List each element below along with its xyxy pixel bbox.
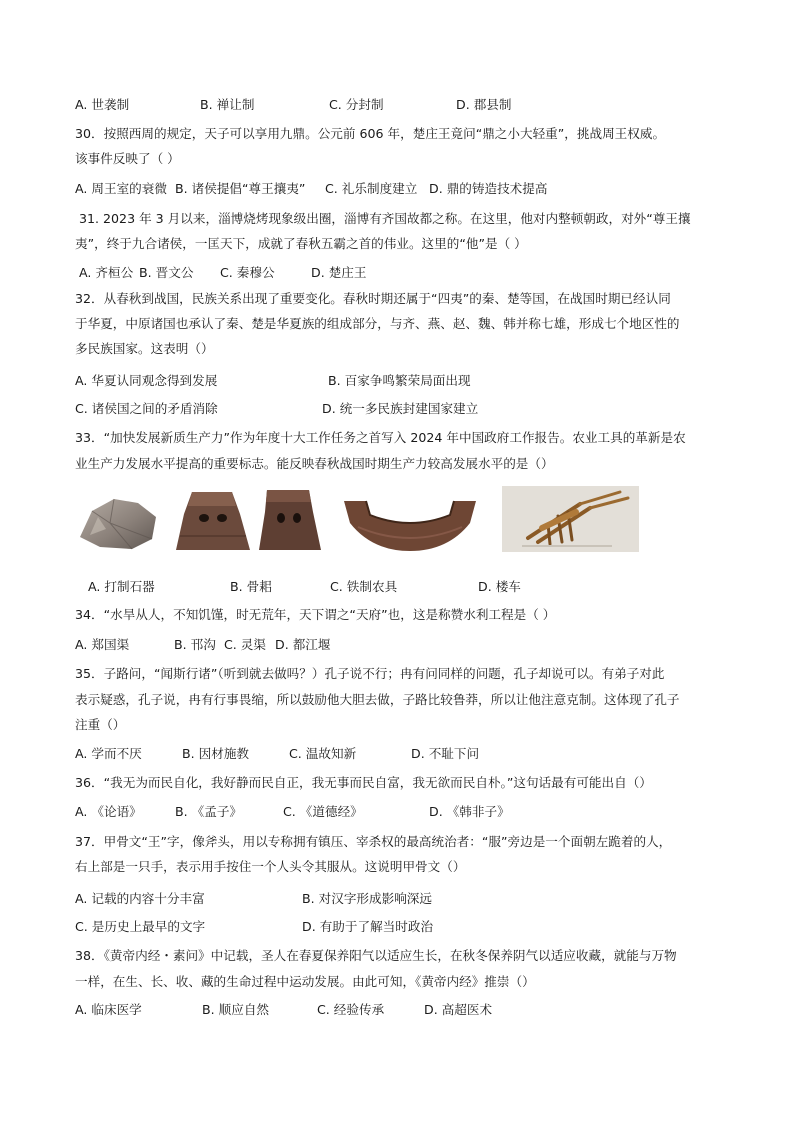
- q30-stem-line2: 该事件反映了（ ）: [75, 151, 180, 166]
- q32-option-d[interactable]: D. 统一多民族封建国家建立: [322, 401, 479, 416]
- q38-option-a[interactable]: A. 临床医学: [75, 1002, 142, 1017]
- q33-options: [88, 578, 748, 596]
- q37-stem-line2: 右上部是一只手，表示用手按住一个人头令其服从。这说明甲骨文（）: [75, 859, 466, 874]
- q38-stem-line2: 一样，在生、长、收、藏的生命过程中运动发展。由此可知，《黄帝内经》推崇（）: [75, 974, 535, 989]
- q31-stem-line1: 31. 2023 年 3 月以来，淄博烧烤现象级出圈，淄博有齐国故都之称。在这里，他对内整顿朝政，对外“尊王攘: [79, 211, 691, 226]
- q37-options-row2: [75, 918, 735, 936]
- q35-stem-line3: 注重（）: [75, 717, 126, 732]
- iron-farm-tool-image: [338, 493, 481, 555]
- q33-option-c[interactable]: C. 铁制农具: [330, 579, 398, 594]
- q33-stem-line2: 业生产力发展水平提高的重要标志。能反映春秋战国时期生产力较高发展水平的是（）: [75, 456, 554, 471]
- q35-option-c[interactable]: C. 温故知新: [289, 746, 357, 761]
- q31-stem-line2: 夷”，终于九合诸侯，一匡天下，成就了春秋五霸之首的伟业。这里的“他”是（ ）: [75, 236, 527, 251]
- q31-option-a[interactable]: A. 齐桓公: [79, 265, 134, 280]
- q38-option-c[interactable]: C. 经验传承: [317, 1002, 385, 1017]
- q34-option-d[interactable]: D. 都江堰: [275, 637, 331, 652]
- q35-option-a[interactable]: A. 学而不厌: [75, 746, 142, 761]
- q36-option-a[interactable]: A. 《论语》: [75, 804, 142, 819]
- q30-stem-line1: 30．按照西周的规定，天子可以享用九鼎。公元前 606 年，楚庄王竟问“鼎之小大轻重”，挑战周王权威。: [75, 126, 666, 141]
- q33-option-b[interactable]: B. 骨耜: [230, 579, 272, 594]
- q36-option-b[interactable]: B. 《孟子》: [175, 804, 243, 819]
- q35-stem-line1: 35．子路问，“闻斯行诸”（听到就去做吗？）孔子说不行；冉有问同样的问题，孔子却说可以。有弟子对此: [75, 666, 665, 681]
- q37-options-row1: [75, 890, 735, 908]
- q37-stem-line1: 37．甲骨文“王”字，像斧头，用以专称拥有镇压、宰杀权的最高统治者：“服”旁边是一个面朝左跪着的人，: [75, 834, 672, 849]
- q30-option-c[interactable]: C. 礼乐制度建立: [325, 181, 418, 196]
- q32-stem-line3: 多民族国家。这表明（）: [75, 341, 214, 356]
- bone-spade-image-right: [253, 486, 325, 554]
- q37-option-b[interactable]: B. 对汉字形成影响深远: [302, 891, 432, 906]
- q35-option-b[interactable]: B. 因材施教: [182, 746, 250, 761]
- q36-options: [75, 803, 735, 821]
- q34-option-b[interactable]: B. 邗沟: [174, 637, 216, 652]
- seed-drill-lou-che-image: [502, 486, 639, 552]
- q30-option-a[interactable]: A. 周王室的衰微: [75, 181, 167, 196]
- q29-option-b[interactable]: B. 禅让制: [200, 97, 255, 112]
- q34-stem-line1: 34．“水旱从人，不知饥馑，时无荒年，天下谓之“天府”也，这是称赞水利工程是（ ）: [75, 607, 556, 622]
- q29-option-a[interactable]: A. 世袭制: [75, 97, 130, 112]
- q35-options: [75, 745, 735, 763]
- q33-stem-line1: 33．“加快发展新质生产力”作为年度十大工作任务之首写入 2024 年中国政府工作报告。农业工具的革新是农: [75, 430, 686, 445]
- q38-stem-line1: 38．《黄帝内经・素问》中记载，圣人在春夏保养阳气以适应生长，在秋冬保养阴气以适应收藏，就能与万物: [75, 948, 677, 963]
- q33-option-d[interactable]: D. 楼车: [478, 579, 521, 594]
- q36-option-d[interactable]: D. 《韩非子》: [429, 804, 510, 819]
- q34-option-a[interactable]: A. 郑国渠: [75, 637, 130, 652]
- q36-option-c[interactable]: C. 《道德经》: [283, 804, 363, 819]
- q32-options-row2: [75, 400, 735, 418]
- q36-stem-line1: 36．“我无为而民自化，我好静而民自正，我无事而民自富，我无欲而民自朴。”这句话最有可能出自（）: [75, 775, 652, 790]
- chipped-stone-tool-image: [76, 493, 161, 553]
- q29-option-d[interactable]: D. 郡县制: [456, 97, 512, 112]
- q31-option-c[interactable]: C. 秦穆公: [220, 265, 275, 280]
- q34-option-c[interactable]: C. 灵渠: [224, 637, 266, 652]
- q38-option-b[interactable]: B. 顺应自然: [202, 1002, 270, 1017]
- q30-options: [75, 180, 735, 198]
- q38-option-d[interactable]: D. 高超医术: [424, 1002, 493, 1017]
- q37-option-a[interactable]: A. 记载的内容十分丰富: [75, 891, 205, 906]
- q38-options: [75, 1001, 735, 1019]
- q32-stem-line1: 32．从春秋到战国，民族关系出现了重要变化。春秋时期还属于“四夷”的秦、楚等国，在战国时期已经认同: [75, 291, 671, 306]
- q37-option-c[interactable]: C. 是历史上最早的文字: [75, 919, 206, 934]
- q32-options-row1: [75, 372, 735, 390]
- q30-option-b[interactable]: B. 诸侯提倡“尊王攘夷”: [175, 181, 306, 196]
- q33-option-a[interactable]: A. 打制石器: [88, 579, 155, 594]
- q29-option-c[interactable]: C. 分封制: [329, 97, 384, 112]
- q31-option-b[interactable]: B. 晋文公: [139, 265, 194, 280]
- q31-options: [79, 264, 739, 282]
- q32-option-a[interactable]: A. 华夏认同观念得到发展: [75, 373, 218, 388]
- q32-option-b[interactable]: B. 百家争鸣繁荣局面出现: [328, 373, 471, 388]
- q29-options: [75, 96, 735, 114]
- q32-stem-line2: 于华夏，中原诸国也承认了秦、楚是华夏族的组成部分，与齐、燕、赵、魏、韩并称七雄，形成七个地区性的: [75, 316, 680, 331]
- q35-stem-line2: 表示疑惑，孔子说，冉有行事畏缩，所以鼓励他大胆去做，子路比较鲁莽，所以让他注意克制。这体现了孔子: [75, 692, 680, 707]
- q30-option-d[interactable]: D. 鼎的铸造技术提高: [429, 181, 548, 196]
- q35-option-d[interactable]: D. 不耻下问: [411, 746, 480, 761]
- q32-option-c[interactable]: C. 诸侯国之间的矛盾消除: [75, 401, 218, 416]
- q34-options: [75, 636, 735, 654]
- bone-spade-image-left: [170, 486, 255, 554]
- q37-option-d[interactable]: D. 有助于了解当时政治: [302, 919, 434, 934]
- q31-option-d[interactable]: D. 楚庄王: [311, 265, 367, 280]
